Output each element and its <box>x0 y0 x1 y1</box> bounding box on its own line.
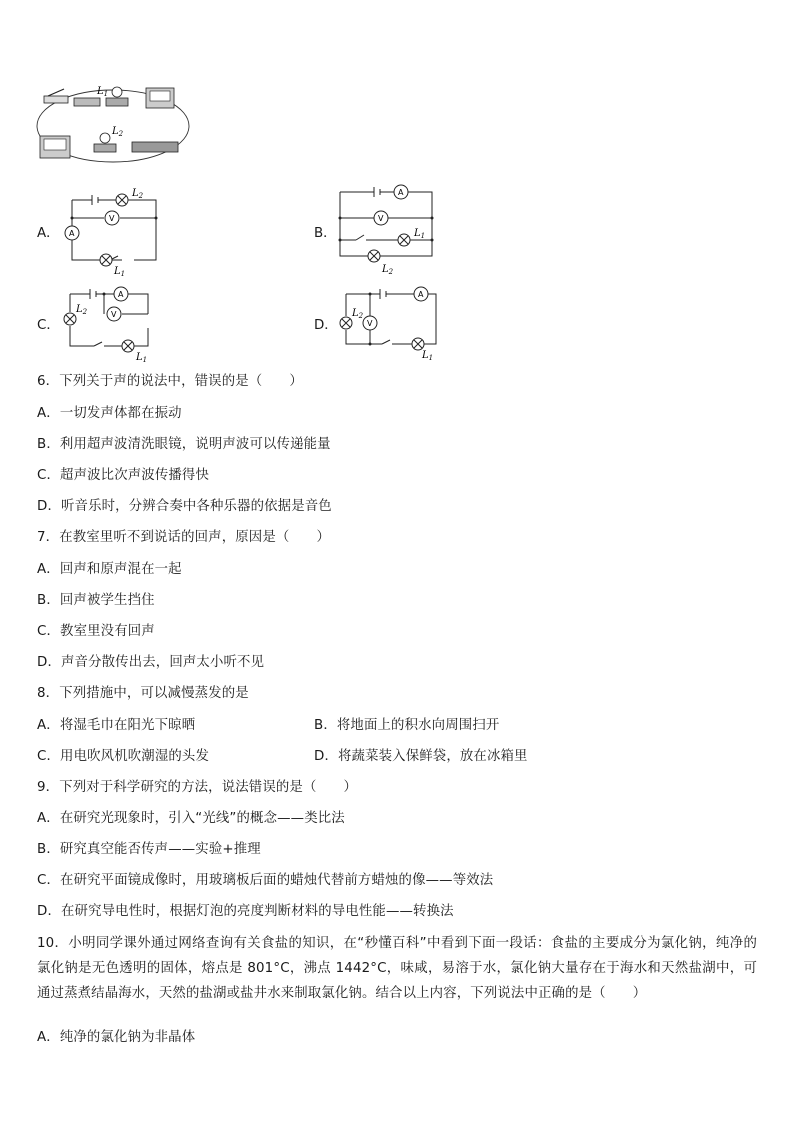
svg-text:V: V <box>111 310 117 319</box>
ammeter-c <box>114 287 128 301</box>
svg-text:L1: $L_1$ <box>136 352 148 364</box>
question-9-option-c: C．在研究平面镜成像时，用玻璃板后面的蜡烛代替前方蜡烛的像——等效法 <box>37 873 494 888</box>
bulb-l1-apparatus <box>96 86 128 106</box>
option-c-label: C． <box>37 318 60 333</box>
lamp-l1-b <box>398 234 410 246</box>
question-10-stem: 10．小明同学课外通过网络查询有关食盐的知识，在“秒懂百科”中看到下面一段话：食盐的主要成分为氯化钠，纯净的氯化钠是无色透明的固体，熔点是 801°C，沸点 1442°C，味咸，易溶于水，氯化钠大量存在于海水和天然盐湖中，可通过蒸煮结晶海水，天然的盐湖或盐井水来制取氯化钠。结合以上内容，下列说法中正确的是（ ） <box>37 936 757 1001</box>
ammeter-a <box>65 226 79 240</box>
question-7-option-a: A．回声和原声混在一起 <box>37 562 182 577</box>
question-10-option-a: A．纯净的氯化钠为非晶体 <box>37 1030 196 1045</box>
lamp-l1-d <box>412 338 424 350</box>
lamp-l2-d <box>340 317 352 329</box>
voltmeter-d <box>363 316 377 330</box>
switch-apparatus <box>44 89 68 103</box>
ammeter-b <box>394 185 408 199</box>
lamp-l2-a <box>116 194 128 206</box>
svg-text:A: A <box>398 188 404 197</box>
question-6-option-c: C．超声波比次声波传播得快 <box>37 468 209 483</box>
circuit-option-d <box>334 284 444 366</box>
svg-text:L2: $L_2$ <box>76 304 88 316</box>
question-6-option-b: B．利用超声波清洗眼镜，说明声波可以传递能量 <box>37 437 331 452</box>
meter-top-apparatus <box>146 88 174 108</box>
bulb-l2-apparatus <box>94 126 124 152</box>
question-8-stem: 8．下列措施中，可以减慢蒸发的是 <box>37 686 249 701</box>
question-9-option-b: B．研究真空能否传声——实验+推理 <box>37 842 261 857</box>
question-7-stem: 7．在教室里听不到说话的回声，原因是（ ） <box>37 530 331 545</box>
battery-bottom-apparatus <box>132 142 178 152</box>
svg-text:L1: $L_1$ <box>97 86 109 98</box>
battery-apparatus <box>74 98 100 106</box>
svg-text:A: A <box>418 290 424 299</box>
question-6-option-d: D．听音乐时，分辨合奏中各种乐器的依据是音色 <box>37 499 332 514</box>
circuit-option-b <box>334 178 440 278</box>
lamp-l1-c <box>122 340 134 352</box>
svg-text:V: V <box>109 214 115 223</box>
svg-text:L2: $L_2$ <box>112 126 124 138</box>
question-7-option-d: D．声音分散传出去，回声太小听不见 <box>37 655 265 670</box>
svg-text:A: A <box>118 290 124 299</box>
svg-text:L1: $L_1$ <box>114 266 126 278</box>
svg-text:L2: $L_2$ <box>382 264 394 276</box>
voltmeter-c <box>107 307 121 321</box>
option-b-label: B． <box>314 226 337 241</box>
lamp-l2-c <box>64 313 76 325</box>
apparatus-figure <box>34 84 194 170</box>
lamp-l1-a <box>100 254 112 266</box>
circuit-option-c <box>56 282 156 366</box>
voltmeter-b <box>374 211 388 225</box>
svg-text:L2: $L_2$ <box>132 188 144 200</box>
svg-text:V: V <box>367 319 373 328</box>
question-8-option-d: D．将蔬菜装入保鲜袋，放在冰箱里 <box>314 749 528 764</box>
svg-text:L1: $L_1$ <box>414 228 426 240</box>
svg-text:L2: $L_2$ <box>352 308 364 320</box>
question-7-option-c: C．教室里没有回声 <box>37 624 155 639</box>
question-9-stem: 9．下列对于科学研究的方法，说法错误的是（ ） <box>37 780 358 795</box>
voltmeter-a <box>105 211 119 225</box>
lamp-l2-b <box>368 250 380 262</box>
question-9-option-a: A．在研究光现象时，引入“光线”的概念——类比法 <box>37 811 345 826</box>
question-8-option-c: C．用电吹风机吹潮湿的头发 <box>37 749 209 764</box>
question-8-option-a: A．将湿毛巾在阳光下晾晒 <box>37 718 196 733</box>
question-6-stem: 6．下列关于声的说法中，错误的是（ ） <box>37 374 303 389</box>
svg-text:A: A <box>69 229 75 238</box>
circuit-option-a <box>58 186 164 280</box>
svg-text:V: V <box>378 214 384 223</box>
meter-bottom-apparatus <box>40 136 70 158</box>
question-8-option-b: B．将地面上的积水向周围扫开 <box>314 718 500 733</box>
ammeter-d <box>414 287 428 301</box>
question-7-option-b: B．回声被学生挡住 <box>37 593 155 608</box>
question-6-option-a: A．一切发声体都在振动 <box>37 406 182 421</box>
svg-text:L1: $L_1$ <box>422 350 434 362</box>
question-9-option-d: D．在研究导电性时，根据灯泡的亮度判断材料的导电性能——转换法 <box>37 904 454 919</box>
option-a-label: A． <box>37 226 60 241</box>
option-d-label: D． <box>314 318 338 333</box>
